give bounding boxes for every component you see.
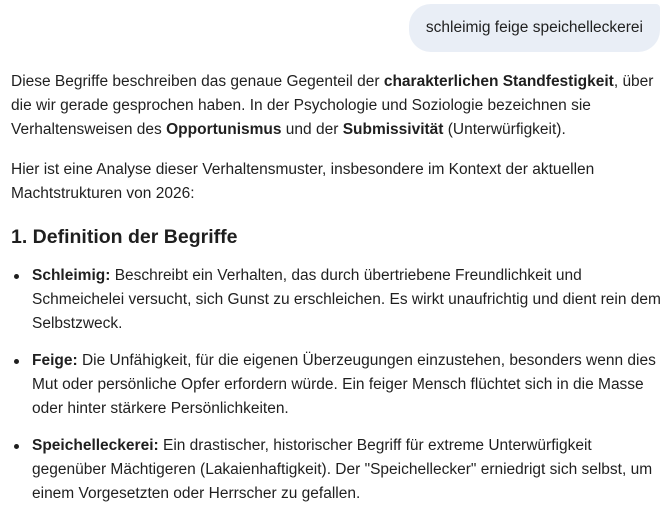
- intro-text-2: , über die wir gerade gesprochen haben. In der Psychologie und Soziologie bezeichnen sie Verhaltensweisen des: [11, 73, 654, 138]
- list-item: [11, 434, 661, 506]
- intro-text-1: Diese Begriffe beschreiben das genaue Gegenteil der: [11, 73, 384, 90]
- list-item: [11, 349, 661, 421]
- list-item-text: Beschreibt ein Verhalten, das durch übertriebene Freundlichkeit und Schmeichelei versucht, sich Gunst zu erschleichen. Es wirkt unaufrichtig und dient rein dem Selbstzweck.: [32, 267, 661, 332]
- user-message-bubble: schleimig feige speichelleckerei: [409, 4, 660, 52]
- list-item-term: Feige:: [32, 352, 78, 369]
- bullet-icon: [14, 444, 19, 449]
- section-heading: 1. Definition der Begriffe: [11, 226, 238, 248]
- analysis-paragraph: Hier ist eine Analyse dieser Verhaltensmuster, insbesondere im Kontext der aktuellen Machtstrukturen von 2026:: [11, 161, 595, 202]
- list-item-term: Speichelleckerei:: [32, 437, 159, 454]
- intro-bold-2: Opportunismus: [166, 121, 282, 138]
- list-item-term: Schleimig:: [32, 267, 111, 284]
- definition-list: [11, 264, 661, 506]
- list-item-text: Die Unfähigkeit, für die eigenen Überzeugungen einzustehen, besonders wenn dies Mut oder persönliche Opfer erfordern würde. Ein feiger Mensch flüchtet sich in die Masse oder hinter stärkere Persönlichkeiten.: [32, 352, 656, 417]
- list-item: [11, 264, 661, 336]
- list-item-text: Ein drastischer, historischer Begriff für extreme Unterwürfigkeit gegenüber Mächtigeren (Lakaienhaftigkeit). Der "Speichellecker" erniedrigt sich selbst, um einem Vorgesetzten oder Herrscher zu gefallen.: [32, 437, 653, 502]
- bullet-icon: [14, 359, 19, 364]
- user-message-row: [0, 4, 660, 52]
- intro-bold-3: Submissivität: [342, 121, 444, 138]
- assistant-response: [11, 70, 661, 519]
- bullet-icon: [14, 274, 19, 279]
- intro-text-4: (Unterwürfigkeit).: [443, 121, 566, 138]
- intro-text-3: und der: [281, 121, 343, 138]
- intro-bold-1: charakterlichen Standfestigkeit: [383, 73, 614, 90]
- intro-paragraph: [11, 70, 661, 142]
